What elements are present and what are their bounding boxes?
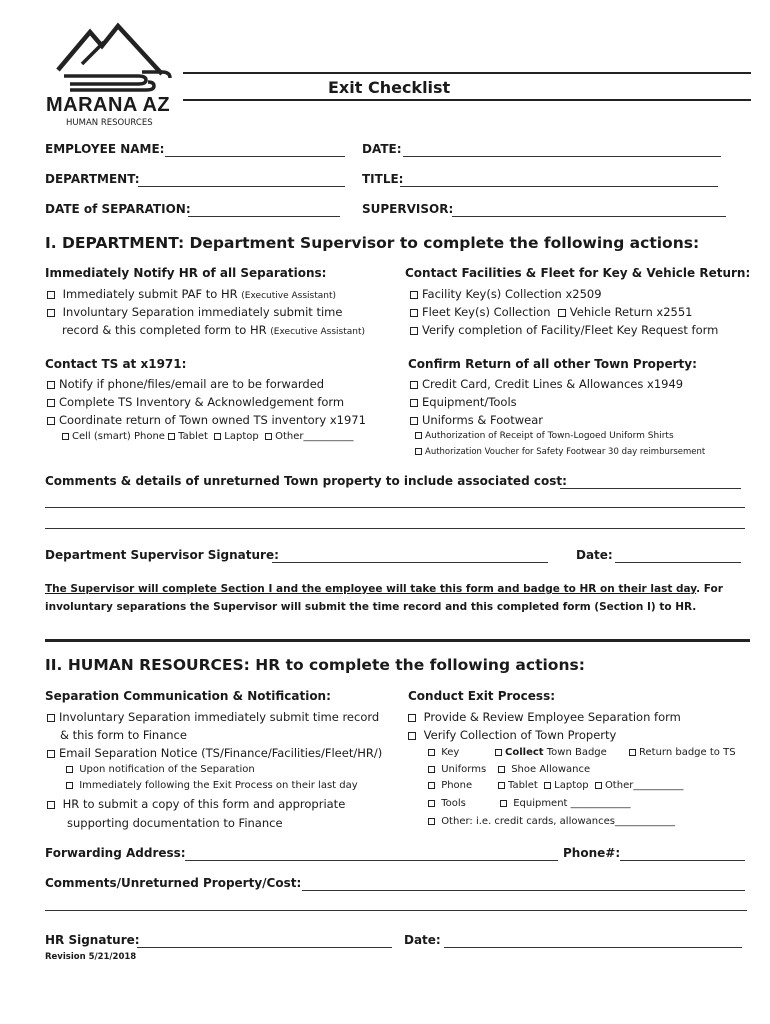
property-item2 [410, 395, 517, 409]
revision-label: Revision 5/21/2018 [45, 952, 137, 962]
section-divider [45, 639, 750, 642]
exit-row-tools [428, 798, 466, 809]
exit-row-key [428, 747, 459, 758]
item-text: Provide & Review Employee Separation form [423, 710, 681, 724]
exit-row-return [629, 747, 736, 758]
supervisor-signature-label: Department Supervisor Signature: [45, 548, 279, 562]
department-label: DEPARTMENT: [45, 172, 140, 186]
checkbox[interactable] [415, 448, 422, 455]
phone-field[interactable] [620, 860, 745, 861]
mountain-logo-icon [50, 22, 180, 92]
date-label: DATE: [362, 142, 402, 156]
item-text: Notify if phone/files/email are to be forwarded [59, 377, 325, 391]
exit-row-collect [495, 747, 607, 758]
checkbox[interactable] [66, 766, 73, 773]
notify-hr-item2 [47, 305, 342, 319]
item-text: Return badge to TS [639, 747, 736, 758]
property-sub2 [415, 447, 705, 457]
page-title: Exit Checklist [328, 78, 451, 97]
item-text: Vehicle Return x2551 [569, 305, 693, 319]
checkbox[interactable] [168, 433, 175, 440]
item-text: Involuntary Separation immediately submit time [62, 305, 343, 319]
exit-item1 [408, 710, 681, 724]
exit-row-phone [428, 780, 472, 791]
item-text: Involuntary Separation immediately submit time record [59, 710, 380, 724]
item-text: Tools [441, 798, 466, 809]
item-text: Equipment/Tools [422, 395, 517, 409]
comm-sub2 [66, 780, 358, 791]
item-text: Cell (smart) Phone [72, 431, 165, 442]
supervisor-note [45, 583, 723, 595]
checkbox[interactable] [47, 309, 55, 317]
checkbox[interactable] [410, 399, 418, 407]
ts-heading: Contact TS at x1971: [45, 357, 187, 371]
checkbox[interactable] [408, 732, 416, 740]
item-note: (Executive Assistant) [241, 291, 336, 301]
comments-field[interactable] [560, 488, 741, 489]
item-text: Tablet [508, 780, 538, 791]
supervisor-note-line2: involuntary separations the Supervisor will submit the time record and this completed form (Section I) to HR. [45, 601, 697, 613]
checkbox[interactable] [500, 800, 507, 807]
logo-name: MARANA AZ [46, 94, 171, 116]
hr-date-field[interactable] [444, 947, 742, 948]
exit-item2 [408, 728, 616, 742]
notify-hr-item1 [47, 287, 336, 301]
exit-row-shoe [498, 764, 590, 775]
checkbox[interactable] [47, 399, 55, 407]
date-of-separation-field[interactable] [188, 216, 340, 217]
ts-item3 [47, 413, 366, 427]
item-text: Other__________ [604, 780, 684, 791]
property-item1 [410, 377, 683, 391]
comm-item3-line2: supporting documentation to Finance [67, 816, 283, 830]
note-rest: . For [696, 583, 723, 595]
item-text: Uniforms & Footwear [422, 413, 544, 427]
checkbox[interactable] [265, 433, 272, 440]
checkbox[interactable] [428, 766, 435, 773]
hr-comments-field[interactable] [302, 890, 745, 891]
checkbox[interactable] [415, 432, 422, 439]
comm-heading: Separation Communication & Notification: [45, 689, 331, 703]
checkbox[interactable] [47, 750, 55, 758]
comments-line-3[interactable] [45, 528, 745, 529]
facilities-item3 [410, 323, 718, 337]
checkbox[interactable] [410, 327, 418, 335]
hr-signature-label: HR Signature: [45, 933, 140, 947]
department-field[interactable] [138, 186, 345, 187]
supervisor-date-label: Date: [576, 548, 613, 562]
ts-subitems [62, 431, 353, 442]
hr-comments-label: Comments/Unreturned Property/Cost: [45, 876, 302, 890]
checkbox[interactable] [62, 433, 69, 440]
item-text: Immediately following the Exit Process on their last day [79, 780, 358, 791]
note-underlined: The Supervisor will complete Section I and the employee will take this form and badge to HR on their last day [45, 583, 697, 595]
title-rule-bottom [183, 99, 751, 101]
item-text: Verify completion of Facility/Fleet Key Request form [422, 323, 719, 337]
property-sub1 [415, 431, 674, 441]
item-text: Facility Key(s) Collection x2509 [422, 287, 602, 301]
item-text: record & this completed form to HR [62, 323, 267, 337]
forwarding-label: Forwarding Address: [45, 846, 186, 860]
title-rule-top [183, 72, 751, 74]
item-text: Other: i.e. credit cards, allowances____________ [441, 816, 675, 827]
hr-date-label: Date: [404, 933, 441, 947]
checkbox[interactable] [495, 749, 502, 756]
checkbox[interactable] [428, 800, 435, 807]
logo-subtitle: HUMAN RESOURCES [66, 118, 153, 128]
item-text: Tablet [178, 431, 208, 442]
property-heading: Confirm Return of all other Town Property: [408, 357, 697, 371]
exit-row-other [428, 816, 675, 827]
item-text: Equipment ____________ [513, 798, 631, 809]
title-label: TITLE: [362, 172, 404, 186]
checkbox[interactable] [558, 309, 566, 317]
item-text: Uniforms [441, 764, 487, 775]
item-text: Laptop [224, 431, 259, 442]
title-field[interactable] [400, 186, 718, 187]
supervisor-date-field[interactable] [615, 562, 741, 563]
checkbox[interactable] [47, 417, 55, 425]
checkbox[interactable] [47, 801, 55, 809]
exit-row-tablet [498, 780, 683, 791]
item-text: Town Badge [546, 747, 607, 758]
ts-item2 [47, 395, 344, 409]
checkbox[interactable] [498, 782, 505, 789]
checkbox[interactable] [410, 381, 418, 389]
checkbox[interactable] [47, 714, 55, 722]
item-text: Fleet Key(s) Collection [422, 305, 551, 319]
date-field[interactable] [403, 156, 721, 157]
facilities-heading: Contact Facilities & Fleet for Key & Vehicle Return: [405, 266, 751, 280]
item-note: (Executive Assistant) [270, 327, 365, 337]
item-text: Verify Collection of Town Property [423, 728, 617, 742]
employee-name-field[interactable] [165, 156, 345, 157]
checkbox[interactable] [47, 291, 55, 299]
checkbox[interactable] [544, 782, 551, 789]
supervisor-signature-field[interactable] [272, 562, 548, 563]
employee-name-label: EMPLOYEE NAME: [45, 142, 165, 156]
item-text-bold: Collect [505, 747, 544, 758]
item-text: Laptop [554, 780, 589, 791]
checkbox[interactable] [66, 782, 73, 789]
notify-hr-heading: Immediately Notify HR of all Separations: [45, 266, 327, 280]
checkbox[interactable] [410, 309, 418, 317]
hr-comments-line-2[interactable] [45, 910, 747, 911]
comm-item3 [47, 797, 345, 811]
checkbox[interactable] [408, 714, 416, 722]
facilities-item2 [410, 305, 692, 319]
supervisor-label: SUPERVISOR: [362, 202, 454, 216]
checkbox[interactable] [629, 749, 636, 756]
supervisor-field[interactable] [452, 216, 726, 217]
item-text: Phone [441, 780, 473, 791]
section2-heading: II. HUMAN RESOURCES: HR to complete the following actions: [45, 656, 585, 674]
notify-hr-item2-line2 [62, 323, 365, 337]
checkbox[interactable] [428, 818, 435, 825]
date-of-separation-label: DATE of SEPARATION: [45, 202, 191, 216]
comm-item1-line2: & this form to Finance [60, 728, 187, 742]
item-text: Immediately submit PAF to HR [62, 287, 238, 301]
item-text: Shoe Allowance [511, 764, 591, 775]
property-item3 [410, 413, 543, 427]
exit-row-equipment [500, 798, 631, 809]
item-text: Upon notification of the Separation [79, 764, 255, 775]
item-text: Key [441, 747, 460, 758]
comments-line-2[interactable] [45, 507, 745, 508]
checkbox[interactable] [595, 782, 602, 789]
item-text: Authorization of Receipt of Town-Logoed Uniform Shirts [425, 431, 674, 441]
comm-item2 [47, 746, 382, 760]
item-text: HR to submit a copy of this form and appropriate [62, 797, 346, 811]
facilities-item1 [410, 287, 602, 301]
forwarding-field[interactable] [185, 860, 558, 861]
phone-label: Phone#: [563, 846, 621, 860]
exit-heading: Conduct Exit Process: [408, 689, 556, 703]
section1-heading: I. DEPARTMENT: Department Supervisor to complete the following actions: [45, 234, 700, 252]
item-text: Coordinate return of Town owned TS inventory x1971 [59, 413, 366, 427]
hr-signature-field[interactable] [137, 947, 392, 948]
checkbox[interactable] [410, 417, 418, 425]
checkbox[interactable] [498, 766, 505, 773]
item-text: Complete TS Inventory & Acknowledgement form [59, 395, 345, 409]
checkbox[interactable] [214, 433, 221, 440]
comm-item1 [47, 710, 379, 724]
checkbox[interactable] [410, 291, 418, 299]
ts-item1 [47, 377, 324, 391]
comm-sub1 [66, 764, 255, 775]
logo [40, 22, 190, 132]
comments-label: Comments & details of unreturned Town property to include associated cost: [45, 474, 567, 488]
checkbox[interactable] [428, 749, 435, 756]
checkbox[interactable] [428, 782, 435, 789]
item-text: Credit Card, Credit Lines & Allowances x1949 [422, 377, 684, 391]
checkbox[interactable] [47, 381, 55, 389]
item-text: Other__________ [275, 431, 354, 442]
item-text: Email Separation Notice (TS/Finance/Facilities/Fleet/HR/) [59, 746, 383, 760]
exit-row-uniforms [428, 764, 486, 775]
item-text: Authorization Voucher for Safety Footwear 30 day reimbursement [425, 447, 706, 457]
